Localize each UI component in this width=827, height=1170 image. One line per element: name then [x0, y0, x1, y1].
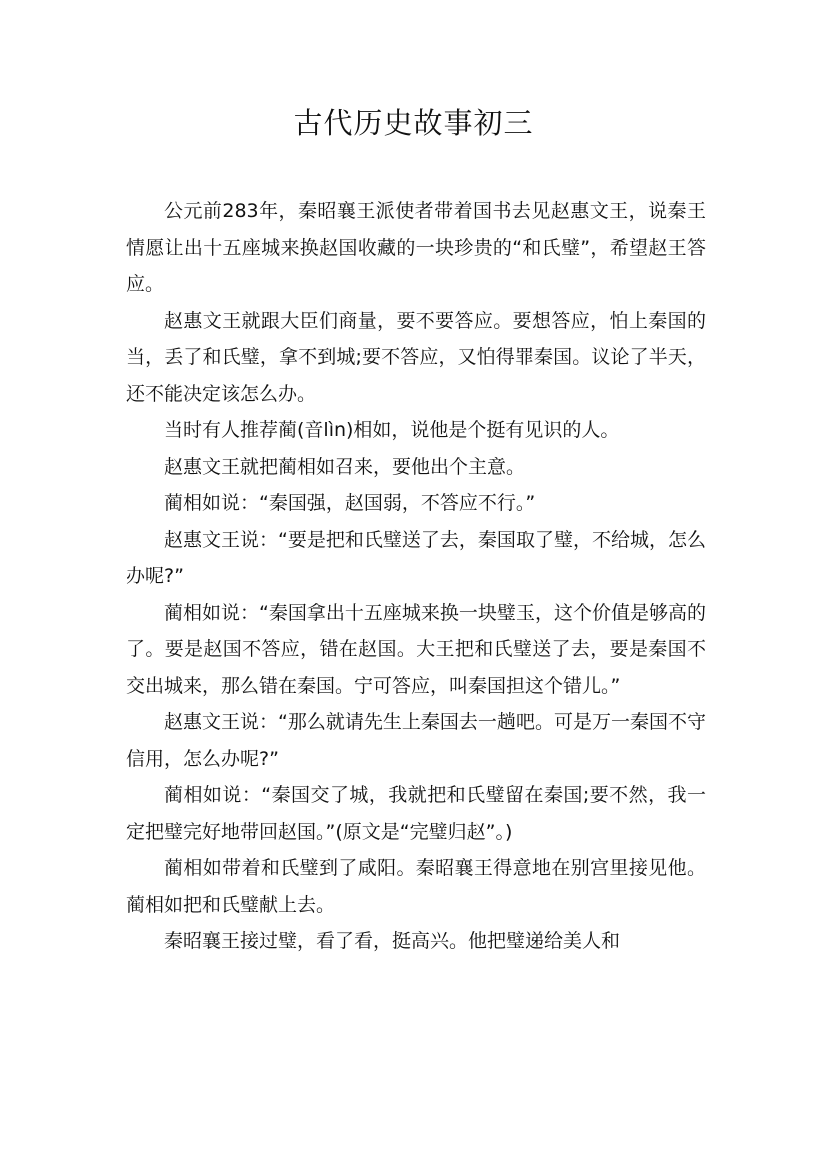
paragraph: 当时有人推荐蔺(音lìn)相如，说他是个挺有见识的人。: [164, 419, 620, 441]
paragraph: 蔺相如说：“秦国交了城，我就把和氏璧留在秦国;要不然，我一定把璧完好地带回赵国。”(原文是“完璧归赵”。): [126, 784, 706, 843]
paragraph: 赵惠文王就把蔺相如召来，要他出个主意。: [164, 455, 526, 478]
paragraph: 蔺相如带着和氏璧到了咸阳。秦昭襄王得意地在别宫里接见他。蔺相如把和氏璧献上去。: [126, 857, 706, 916]
paragraph: 公元前283年，秦昭襄王派使者带着国书去见赵惠文王，说秦王情愿让出十五座城来换赵国收藏的一块珍贵的“和氏璧”，希望赵王答应。: [126, 200, 706, 295]
paragraph: 赵惠文王就跟大臣们商量，要不要答应。要想答应，怕上秦国的当，丢了和氏璧，拿不到城;要不答应，又怕得罪秦国。议论了半天，还不能决定该怎么办。: [126, 309, 706, 405]
paragraph: 赵惠文王说：“那么就请先生上秦国去一趟吧。可是万一秦国不守信用，怎么办呢?”: [126, 711, 706, 770]
paragraph: 蔺相如说：“秦国拿出十五座城来换一块璧玉，这个价值是够高的了。要是赵国不答应，错在赵国。大王把和氏璧送了去，要是秦国不交出城来，那么错在秦国。宁可答应，叫秦国担这个错儿。”: [126, 601, 706, 697]
page-title: 古代历史故事初三: [293, 106, 534, 140]
paragraph: 蔺相如说：“秦国强，赵国弱，不答应不行。”: [164, 492, 536, 514]
document-body: [126, 193, 706, 960]
paragraph: 秦昭襄王接过璧，看了看，挺高兴。他把璧递给美人和: [164, 930, 621, 952]
paragraph: 赵惠文王说：“要是把和氏璧送了去，秦国取了璧，不给城，怎么办呢?”: [126, 528, 706, 587]
